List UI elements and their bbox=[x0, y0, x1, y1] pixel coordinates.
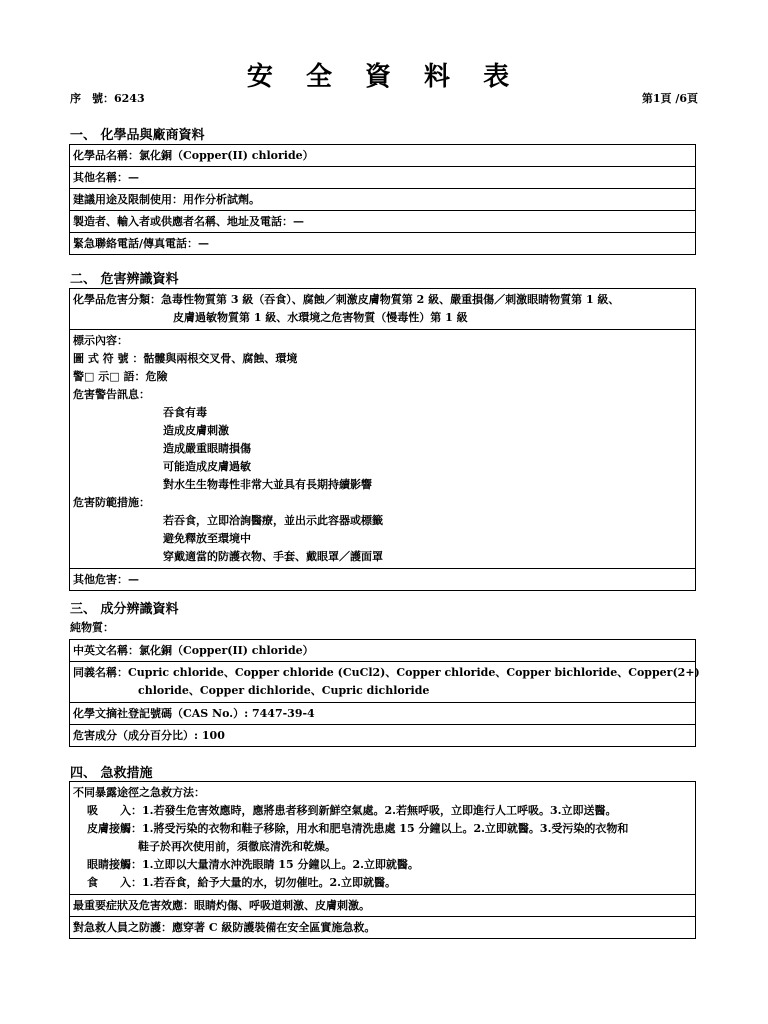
first-aid-heading: 不同暴露途徑之急救方法： bbox=[73, 786, 205, 799]
hazard-statement: 造成嚴重眼睛損傷 bbox=[163, 442, 251, 455]
recommended-use-row: 建議用途及限制使用：用作分析試劑。 bbox=[70, 189, 695, 211]
synonyms-line-1: 同義名稱：Cupric chloride、Copper chloride (CuCl2)、Copper chloride、Copper bichloride、Copper(2+) bbox=[73, 666, 700, 679]
signal-word-line: 警□ 示□ 語：危險 bbox=[73, 370, 168, 383]
skin-contact-line-1: 皮膚接觸：1.將受污染的衣物和鞋子移除，用水和肥皂清洗患處 15 分鐘以上。2.立即就醫。3.受污染的衣物和 bbox=[87, 822, 629, 835]
precautionary-statement: 穿戴適當的防護衣物、手套、戴眼罩／護面罩 bbox=[163, 550, 383, 563]
hazard-statement: 造成皮膚刺激 bbox=[163, 424, 229, 437]
hazardous-content-row: 危害成分（成分百分比）: 100 bbox=[73, 729, 225, 742]
header-meta bbox=[70, 90, 698, 106]
document-title: 安 全 資 料 表 bbox=[246, 62, 522, 92]
label-heading: 標示內容： bbox=[73, 334, 128, 347]
section-3-table bbox=[69, 639, 700, 747]
precautionary-heading: 危害防範措施： bbox=[73, 496, 150, 509]
hazard-statements-heading: 危害警告訊息： bbox=[73, 388, 150, 401]
section-4-title: 四、 急救措施 bbox=[70, 766, 153, 781]
section-2-table bbox=[69, 288, 696, 591]
product-name-row: 化學品名稱：氯化銅（Copper(II) chloride） bbox=[70, 145, 695, 167]
hazard-statement: 對水生生物毒性非常大並具有長期持續影響 bbox=[163, 478, 372, 491]
emergency-contact-row: 緊急聯絡電話/傳真電話：— bbox=[73, 237, 210, 250]
chemical-name-row: 中英文名稱：氯化銅（Copper(II) chloride） bbox=[70, 640, 695, 662]
page-number: 第1頁 /6頁 bbox=[641, 92, 698, 105]
classification-line-1: 化學品危害分類：急毒性物質第 3 級（吞食）、腐蝕／刺激皮膚物質第 2 級、嚴重損傷／刺激眼睛物質第 1 級、 bbox=[73, 293, 620, 306]
first-aid-methods-row bbox=[70, 782, 695, 895]
ingestion-line: 食 入：1.若吞食，給予大量的水，切勿催吐。2.立即就醫。 bbox=[87, 876, 396, 889]
pictogram-line: 圖 式 符 號 ：骷髏與兩根交叉骨、腐蝕、環境 bbox=[73, 352, 298, 365]
other-names-row: 其他名稱：— bbox=[70, 167, 695, 189]
skin-contact-line-2: 鞋子於再次使用前，須徹底清洗和乾燥。 bbox=[138, 840, 336, 853]
synonyms-line-2: chloride、Copper dichloride、Cupric dichloride bbox=[138, 684, 430, 697]
cas-number-row: 化學文摘社登記號碼（CAS No.）: 7447-39-4 bbox=[70, 703, 695, 725]
label-elements-row bbox=[70, 330, 695, 569]
eye-contact-line: 眼睛接觸：1.立即以大量清水沖洗眼睛 15 分鐘以上。2.立即就醫。 bbox=[87, 858, 419, 871]
section-3-title: 三、 成分辨識資料 bbox=[70, 602, 179, 617]
hazard-statement: 可能造成皮膚過敏 bbox=[163, 460, 251, 473]
classification-line-2: 皮膚過敏物質第 1 級、水環境之危害物質（慢毒性）第 1 級 bbox=[173, 311, 468, 324]
synonyms-row bbox=[70, 662, 700, 703]
symptoms-row: 最重要症狀及危害效應：眼睛灼傷、呼吸道刺激、皮膚刺激。 bbox=[70, 895, 695, 917]
inhalation-line: 吸 入：1.若發生危害效應時，應將患者移到新鮮空氣處。2.若無呼吸，立即進行人工呼吸。3.立即送醫。 bbox=[87, 804, 617, 817]
rescuer-protection-row: 對急救人員之防護：應穿著 C 級防護裝備在安全區實施急救。 bbox=[73, 921, 376, 934]
precautionary-statement: 若吞食，立即洽詢醫療，並出示此容器或標籤 bbox=[163, 514, 383, 527]
other-hazards-row: 其他危害：— bbox=[73, 573, 139, 586]
serial-number: 序 號：6243 bbox=[70, 92, 145, 105]
hazard-statement: 吞食有毒 bbox=[163, 406, 207, 419]
section-1-table bbox=[69, 144, 696, 255]
manufacturer-row: 製造者、輸入者或供應者名稱、地址及電話：— bbox=[70, 211, 695, 233]
pure-substance-label: 純物質： bbox=[70, 621, 114, 634]
precautionary-statement: 避免釋放至環境中 bbox=[163, 532, 251, 545]
hazard-classification-row bbox=[70, 289, 695, 330]
section-1-title: 一、 化學品與廠商資料 bbox=[70, 128, 205, 143]
section-4-table bbox=[69, 781, 696, 939]
section-2-title: 二、 危害辨識資料 bbox=[70, 272, 179, 287]
